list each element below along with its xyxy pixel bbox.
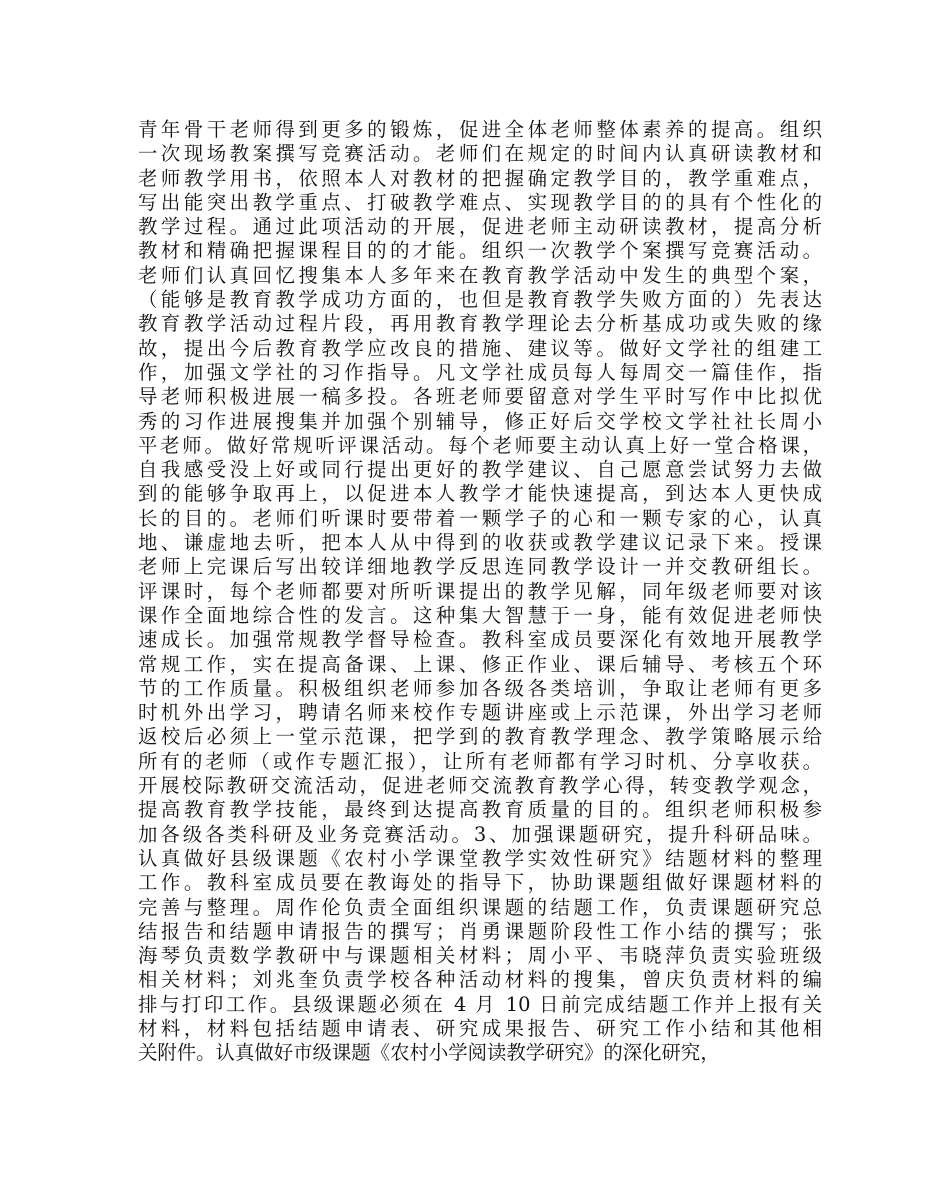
text-line: 老师上完课后写出较详细地教学反思连同教学设计一并交教研组长。: [138, 555, 822, 579]
text-line: 常规工作，实在提高备课、上课、修正作业、课后辅导、考核五个环: [138, 652, 822, 676]
text-line: 所有的老师（或作专题汇报），让所有老师都有学习时机、分享收获。: [138, 749, 822, 773]
text-line: 作，加强文学社的习作指导。凡文学社成员每人每周交一篇佳作，指: [138, 360, 822, 384]
text-line: 老师们认真回忆搜集本人多年来在教育教学活动中发生的典型个案，: [138, 263, 822, 287]
text-line: 材料，材料包括结题申请表、研究成果报告、研究工作小结和其他相: [138, 1016, 822, 1040]
text-line: 返校后必须上一堂示范课，把学到的教育教学理念、教学策略展示给: [138, 725, 822, 749]
text-line: 故，提出今后教育教学应改良的措施、建议等。做好文学社的组建工: [138, 336, 822, 360]
text-line: 加各级各类科研及业务竞赛活动。3、加强课题研究，提升科研品味。: [138, 822, 822, 846]
text-line: 平老师。做好常规听评课活动。每个老师要主动认真上好一堂合格课，: [138, 433, 822, 457]
text-line: 地、谦虚地去听，把本人从中得到的收获或教学建议记录下来。授课: [138, 531, 822, 555]
text-line: 相关材料；刘兆奎负责学校各种活动材料的搜集，曾庆负责材料的编: [138, 968, 822, 992]
text-line: 开展校际教研交流活动，促进老师交流教育教学心得，转变教学观念，: [138, 774, 822, 798]
text-line: 自我感受没上好或同行提出更好的教学建议、自己愿意尝试努力去做: [138, 458, 822, 482]
text-line: 速成长。加强常规教学督导检查。教科室成员要深化有效地开展教学: [138, 628, 822, 652]
text-line: 导老师积极进展一稿多投。各班老师要留意对学生平时写作中比拟优: [138, 385, 822, 409]
text-line: （能够是教育教学成功方面的，也但是教育教学失败方面的）先表达: [138, 288, 822, 312]
text-line: 老师教学用书，依照本人对教材的把握确定教学目的，教学重难点，: [138, 166, 822, 190]
text-line: 青年骨干老师得到更多的锻炼，促进全体老师整体素养的提高。组织: [138, 118, 822, 141]
text-line: 关附件。认真做好市级课题《农村小学阅读教学研究》的深化研究，: [138, 1041, 720, 1065]
text-line: 写出能突出教学重点、打破教学难点、实现教学目的的具有个性化的: [138, 190, 822, 214]
text-line: 节的工作质量。积极组织老师参加各级各类培训，争取让老师有更多: [138, 676, 822, 700]
text-line: 一次现场教案撰写竞赛活动。老师们在规定的时间内认真研读教材和: [138, 142, 822, 166]
text-line: 到的能够争取再上，以促进本人教学才能快速提高，到达本人更快成: [138, 482, 822, 506]
text-line: 长的目的。老师们听课时要带着一颗学子的心和一颗专家的心，认真: [138, 506, 822, 530]
text-line: 教材和精确把握课程目的的才能。组织一次教学个案撰写竞赛活动。: [138, 239, 822, 263]
text-line: 教育教学活动过程片段，再用教育教学理论去分析基成功或失败的缘: [138, 312, 822, 336]
text-line: 海琴负责数学教研中与课题相关材料；周小平、韦晓萍负责实验班级: [138, 944, 822, 968]
body-text: [138, 118, 822, 1066]
text-line: 时机外出学习，聘请名师来校作专题讲座或上示范课，外出学习老师: [138, 701, 822, 725]
text-line: 完善与整理。周作伦负责全面组织课题的结题工作，负责课题研究总: [138, 895, 822, 919]
text-line: 秀的习作进展搜集并加强个别辅导，修正好后交学校文学社社长周小: [138, 409, 822, 433]
text-line: 认真做好县级课题《农村小学课堂教学实效性研究》结题材料的整理: [138, 846, 822, 870]
text-line: 课作全面地综合性的发言。这种集大智慧于一身，能有效促进老师快: [138, 603, 822, 627]
text-line: 结报告和结题申请报告的撰写；肖勇课题阶段性工作小结的撰写；张: [138, 919, 822, 943]
text-line: 工作。教科室成员要在教诲处的指导下，协助课题组做好课题材料的: [138, 871, 822, 895]
text-line: 评课时，每个老师都要对所听课提出的教学见解，同年级老师要对该: [138, 579, 822, 603]
text-line: 提高教育教学技能，最终到达提高教育质量的目的。组织老师积极参: [138, 798, 822, 822]
text-line: 排与打印工作。县级课题必须在 4 月 10 日前完成结题工作并上报有关: [138, 992, 822, 1016]
text-line: 教学过程。通过此项活动的开展，促进老师主动研读教材，提高分析: [138, 215, 822, 239]
